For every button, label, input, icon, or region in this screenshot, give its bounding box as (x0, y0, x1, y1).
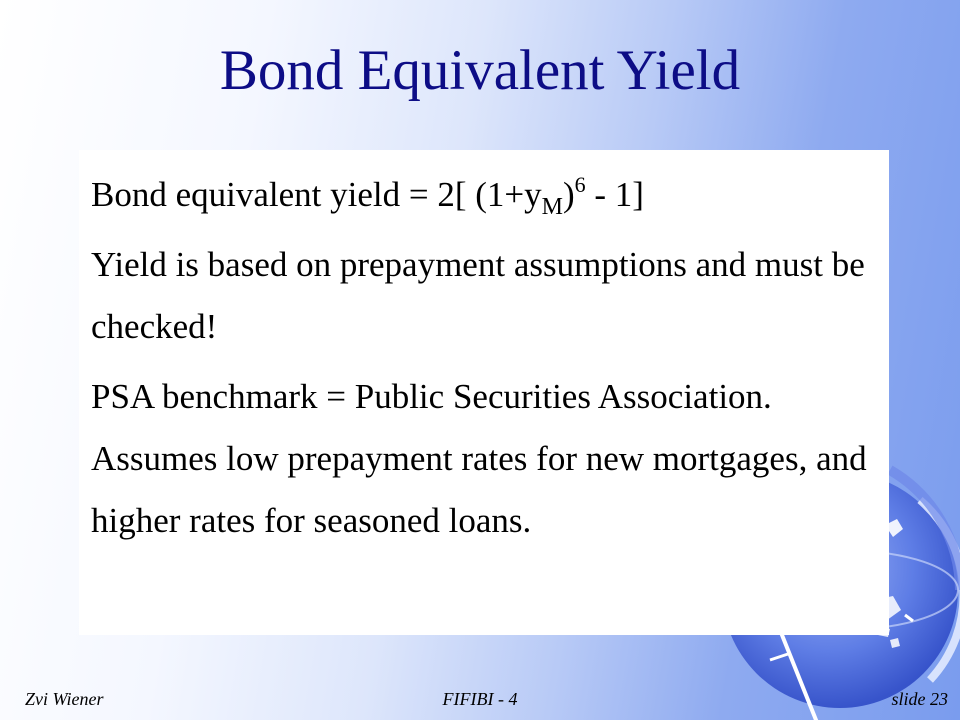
bullet-psa: PSA benchmark = Public Securities Association. Assumes low prepayment rates for new mortgages, and higher rates for seasoned loans. (91, 377, 867, 540)
formula-close-paren: ) (563, 175, 575, 214)
formula-suffix: - 1] (585, 175, 644, 214)
bullet-list (91, 164, 881, 560)
footer-course: FIFIBI - 4 (442, 689, 518, 709)
formula-prefix: Bond equivalent yield = 2[ (1+y (91, 175, 542, 214)
bullet-formula (91, 164, 881, 226)
formula-superscript: 6 (574, 172, 586, 197)
footer-slide-number: slide 23 (891, 689, 948, 709)
slide-title: Bond Equivalent Yield (219, 39, 741, 102)
bullet-prepayment: Yield is based on prepayment assumptions and must be checked! (91, 245, 865, 346)
footer-author: Zvi Wiener (25, 689, 104, 709)
formula-subscript: M (541, 194, 563, 220)
footer (0, 685, 960, 715)
